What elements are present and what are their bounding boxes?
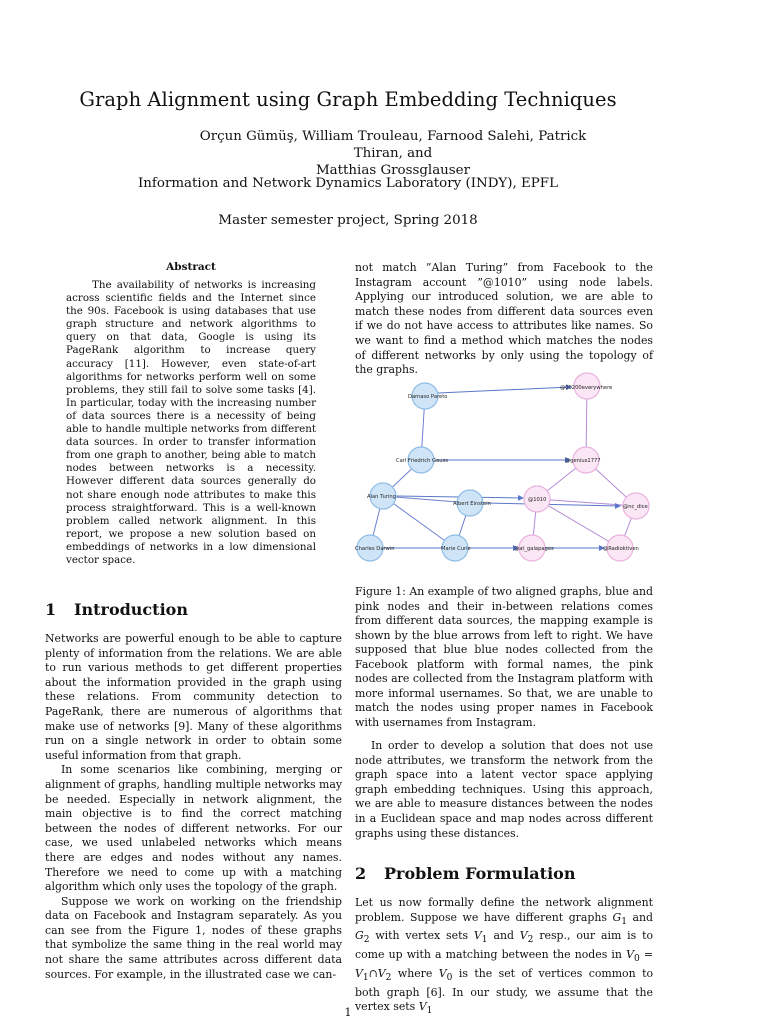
node-marie-curie — [441, 535, 471, 561]
node-genius1777 — [565, 447, 601, 473]
node-damaso-pareto — [408, 383, 447, 409]
right-column-middle — [355, 739, 653, 841]
section-number: 1 — [45, 600, 57, 619]
node-radioktiven — [603, 535, 639, 561]
author-list — [198, 128, 588, 179]
figure-caption: Figure 1: An example of two aligned graphs, blue and pink nodes and their in-between relations comes from different data sources, the mapping example is shown by the blue arrows from left to right. We have supposed that blue blue nodes collected from the Facebook platform with formal names, the pink nodes are collected from the Instagram platform with more informal usernames. So that, we are unable to match the nodes using proper names in Facebook with usernames from Instagram. — [355, 585, 653, 729]
right-paragraph-1: not match ”Alan Turing” from Facebook to the Instagram account ”@1010” using node labels. Applying our introduced solution, we are able to match these nodes from different data sources even if we do not have access to attributes like names. So we want to find a method which matches the nodes of different networks by only using the topology of the graphs. — [355, 261, 653, 377]
intro-paragraph-3: Suppose we work on working on the friendship data on Facebook and Instagram separately. As you can see from the Figure 1, nodes of these graphs that symbolize the same thing in the real world may not share the same attributes across different data sources. For example, in the illustrated case we can- — [45, 894, 342, 981]
svg-text:Carl Friedrich Gauss: Carl Friedrich Gauss — [396, 458, 448, 464]
project-date: Master semester project, Spring 2018 — [218, 213, 478, 228]
section-title: Introduction — [74, 600, 188, 619]
right-column-bottom — [355, 896, 653, 1019]
intro-paragraph-2: In some scenarios like combining, merging or alignment of graphs, handling multiple networks may be needed. Especially in network alignment, the main objective is to find the correct matching between the nodes of different networks. For our case, we used unlabeled networks which means there are edges and nodes without any names. Therefore we need to come up with a matching algorithm which only uses the topology of the graph. — [45, 763, 342, 894]
node-albert-einstein — [453, 490, 491, 516]
section-heading-problem-formulation — [355, 864, 575, 883]
section-heading-introduction — [45, 600, 188, 619]
author-line-2: Matthias Grossglauser — [315, 163, 471, 178]
svg-text:Marie Curie: Marie Curie — [441, 546, 471, 552]
affiliation: Information and Network Dynamics Laboratory (INDY), EPFL — [138, 176, 558, 191]
node-at-galapagos — [514, 535, 554, 561]
right-paragraph-2: In order to develop a solution that does not use node attributes, we transform the network from the graph space into a latent vector space applying graph embedding techniques. Using this approach, we are able to measure distances between the nodes in a Euclidean space and map nodes across different graphs using these distances. — [355, 739, 653, 840]
svg-text:@1010: @1010 — [528, 497, 547, 503]
page-number: 1 — [344, 1006, 352, 1019]
right-column-top — [355, 261, 653, 378]
node-carl-friedrich-gauss — [396, 447, 448, 473]
svg-text:Alan Turing: Alan Turing — [367, 494, 396, 500]
svg-text:@genius1777: @genius1777 — [565, 458, 601, 464]
abstract-text: The availability of networks is increasing across scientific fields and the Internet since the 90s. Facebook is using databases that use graph structure and network algorithms to query on that data, Google is using its PageRank algorithm to increase query accuracy [11]. However, even state-of-art algorithms for networks perform well on some problems, they still fail to solve some tasks [4]. In particular, today with the increasing number of data sources there is a necessity of being able to handle multiple networks from different data sources. In order to transfer information from one graph to another, being able to match nodes between networks is a necessity. However different data sources generally do not share enough node attributes to make this process straightforward. This is a well-known problem called network alignment. In this report, we propose a new solution based on embeddings of networks in a low dimensional vector space. — [66, 279, 316, 566]
left-column-body — [45, 632, 342, 982]
figure-graph-alignment — [352, 372, 652, 572]
author-line-1: Orçun Gümüş, William Trouleau, Farnood Salehi, Patrick Thiran, and — [199, 129, 587, 161]
section-title: Problem Formulation — [384, 864, 576, 883]
svg-text:Albert Einstein: Albert Einstein — [453, 501, 491, 507]
svg-text:@Radioktiven: @Radioktiven — [603, 546, 639, 552]
node-00200everywhere — [560, 373, 612, 399]
node-charles-darwin — [355, 535, 394, 561]
node-nc-dice — [623, 493, 649, 519]
edge-pink — [537, 499, 620, 548]
svg-text:@at_galapagos: @at_galapagos — [514, 546, 554, 552]
node-1010 — [524, 486, 550, 512]
section-number: 2 — [355, 864, 367, 883]
mapping-arrow — [438, 387, 571, 393]
svg-text:Charles Darwin: Charles Darwin — [355, 546, 395, 552]
paper-title: Graph Alignment using Graph Embedding Techniques — [79, 88, 617, 111]
svg-text:@00200everywhere: @00200everywhere — [560, 385, 613, 391]
intro-paragraph-1: Networks are powerful enough to be able to capture plenty of information from the relations. We are able to run various methods to get different properties about the information provided in the graph using these relations. From community detection to PageRank, there are numerous of algorithms that make use of networks [9]. Many of these algorithms run on a single network in order to obtain some useful information from that graph. — [45, 632, 342, 762]
abstract-heading: Abstract — [166, 261, 216, 273]
node-alan-turing — [367, 483, 396, 509]
svg-text:@nc_dice: @nc_dice — [623, 504, 648, 510]
problem-paragraph-1: Let us now formally define the network alignment problem. Suppose we have different graphs $G_1$ and $G_2$ with vertex sets $V_1$ and $V_2$ resp., our aim is to come up with a matching between the nodes in $V_0$ = $V_1\cap V_2$ where $V_0$ is the set of vertices common to both graph [6]. In our study, we assume that the vertex sets $V_1$ — [355, 896, 654, 1017]
svg-text:Damaso Pareto: Damaso Pareto — [408, 394, 448, 400]
